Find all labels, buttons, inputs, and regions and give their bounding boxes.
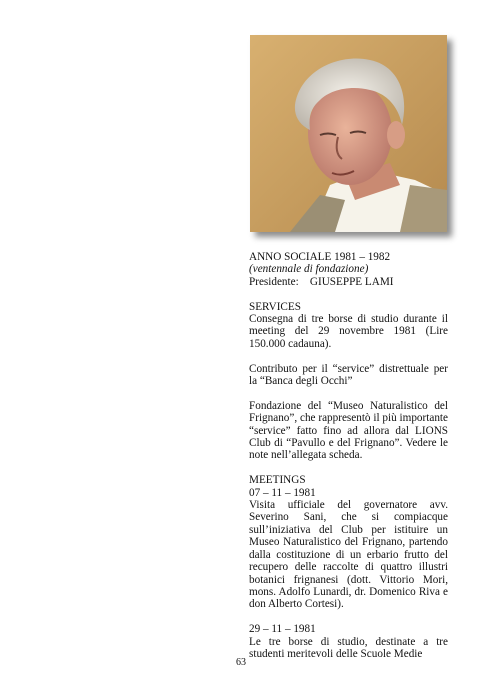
meeting-text: Le tre borse di studio, destinate a tre studenti meritevoli delle Scuole Medie bbox=[249, 635, 448, 660]
meeting-date: 07 – 11 – 1981 bbox=[249, 486, 316, 499]
services-paragraph-1: Consegna di tre borse di studio durante il meeting del 29 novembre 1981 (Lire 150.000 cadauna). bbox=[249, 313, 448, 350]
portrait-photo bbox=[250, 35, 447, 232]
portrait-image bbox=[250, 35, 447, 232]
services-paragraph-3: Fondazione del “Museo Naturalistico del Frignano”, che rappresentò il più importante “service” fatto fino ad allora dal LIONS Club di “Pavullo e del Frignano”. Vedere le note nell’allegata scheda. bbox=[249, 399, 448, 462]
social-year-title: ANNO SOCIALE 1981 – 1982 bbox=[249, 251, 391, 263]
anniversary-subtitle: (ventennale di fondazione) bbox=[249, 263, 369, 276]
meetings-heading: MEETINGS bbox=[249, 474, 306, 487]
services-paragraph-2: Contributo per il “service” distrettuale per la “Banca degli Occhi” bbox=[249, 362, 448, 388]
services-heading: SERVICES bbox=[249, 300, 301, 313]
meeting-date: 29 – 11 – 1981 bbox=[249, 623, 316, 636]
president-name: GIUSEPPE LAMI bbox=[309, 275, 394, 288]
meeting-text: Visita ufficiale del governatore avv. Severino Sani, che si compiacque sull’iniziativa del Club per istituire un Museo Naturalistico del Frignano, partendo dalla costituzione di un erbario frutto del recupero delle raccolte di quattro illustri botanici frignanesi (dott. Vittorio Mori, mons. Adolfo Lunardi, dr. Domenico Riva e don Alberto Cortesi). bbox=[249, 499, 448, 611]
president-label: Presidente: bbox=[249, 275, 299, 288]
text-column bbox=[249, 251, 448, 660]
page-number: 63 bbox=[236, 657, 246, 668]
president-line bbox=[249, 276, 448, 288]
